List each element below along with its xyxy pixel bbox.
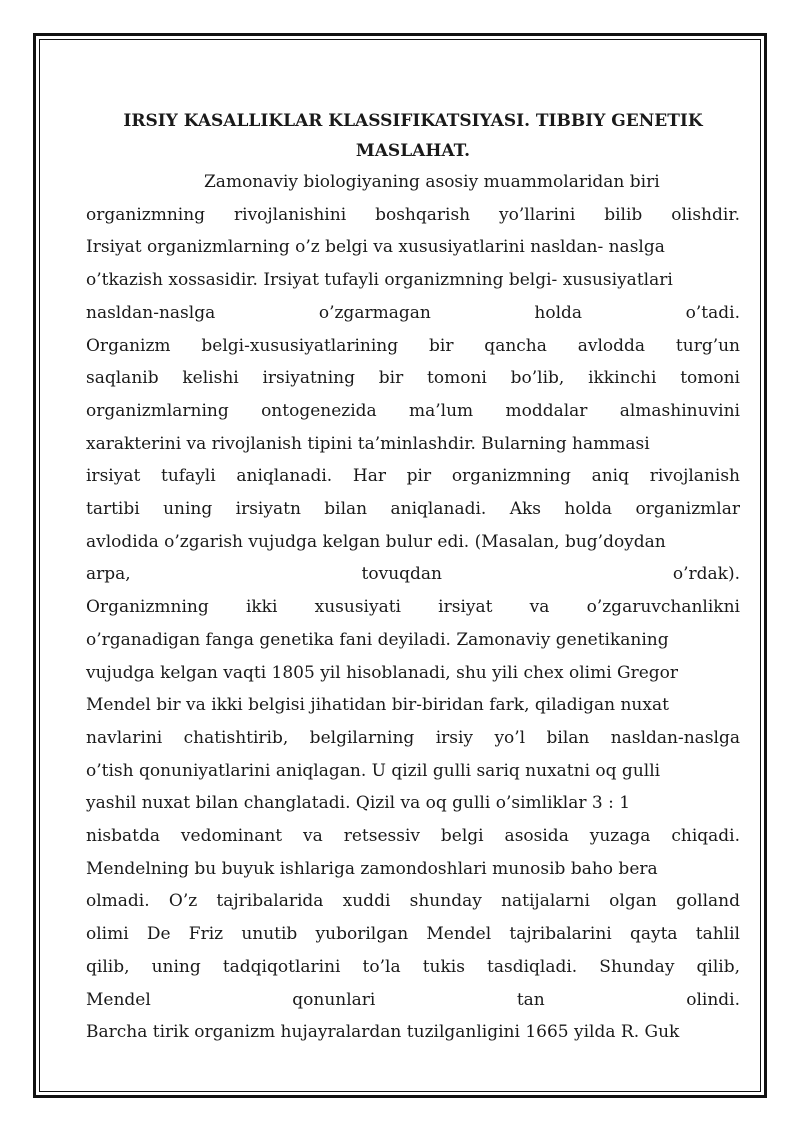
text-line: Barcha tirik organizm hujayralardan tuzilganligini 1665 yilda R. Guk [86,1022,680,1043]
text-line: navlarini chatishtirib, belgilarning irsiy yo’l bilan nasldan-naslga [86,727,740,748]
text-line: Mendel qonunlari tan olindi. [86,989,740,1010]
text-line: organizmlarning ontogenezida ma’lum moddalar almashinuvini [86,400,740,421]
text-line: Mendel bir va ikki belgisi jihatidan bir-biridan fark, qiladigan nuxat [86,695,669,716]
text-line: Organizmning ikki xususiyati irsiyat va o’zgaruvchanlikni [86,597,740,618]
text-line: saqlanib kelishi irsiyatning bir tomoni bo’lib, ikkinchi tomoni [86,368,740,389]
text-line: irsiyat tufayli aniqlanadi. Har pir organizmning aniq rivojlanish [86,466,740,487]
text-line: Irsiyat organizmlarning o’z belgi va xususiyatlarini nasldan- naslga [86,237,665,258]
text-line: avlodida o’zgarish vujudga kelgan bulur edi. (Masalan, bug’doydan [86,531,666,552]
title-line-2: MASLAHAT. [355,141,471,161]
text-line: xarakterini va rivojlanish tipini ta’minlashdir. Bularning hammasi [86,433,650,454]
text-line: olmadi. O’z tajribalarida xuddi shunday natijalarni olgan golland [86,891,740,912]
text-line: tartibi uning irsiyatn bilan aniqlanadi. Aks holda organizmlar [86,499,740,520]
document-content [86,106,740,1049]
document-title [86,106,740,166]
body-text [86,166,740,1049]
text-line: o’tkazish xossasidir. Irsiyat tufayli organizmning belgi- xususiyatlari [86,270,673,291]
text-line: qilib, uning tadqiqotlarini to’la tukis tasdiqladi. Shunday qilib, [86,956,740,977]
text-line: nisbatda vedominant va retsessiv belgi asosida yuzaga chiqadi. [86,826,740,847]
text-line: Mendelning bu buyuk ishlariga zamondoshlari munosib baho bera [86,858,658,879]
text-line: Organizm belgi-xususiyatlarining bir qancha avlodda turg’un [86,335,740,356]
text-line: o’rganadigan fanga genetika fani deyiladi. Zamonaviy genetikaning [86,629,669,650]
text-line: Zamonaviy biologiyaning asosiy muammolaridan biri [204,172,660,192]
text-line: vujudga kelgan vaqti 1805 yil hisoblanadi, shu yili chex olimi Gregor [86,662,679,683]
text-line: organizmning rivojlanishini boshqarish yo’llarini bilib olishdir. [86,204,740,225]
text-line: olimi De Friz unutib yuborilgan Mendel tajribalarini qayta tahlil [86,924,740,945]
text-line: o’tish qonuniyatlarini aniqlagan. U qizil gulli sariq nuxatni oq gulli [86,760,661,781]
text-line: yashil nuxat bilan changlatadi. Qizil va oq gulli o’simliklar 3 : 1 [86,793,631,814]
text-line: arpa, tovuqdan o’rdak). [86,564,740,585]
title-line-1: IRSIY KASALLIKLAR KLASSIFIKATSIYASI. TIBBIY GENETIK [123,111,703,131]
text-line: nasldan-naslga o’zgarmagan holda o’tadi. [86,302,740,323]
